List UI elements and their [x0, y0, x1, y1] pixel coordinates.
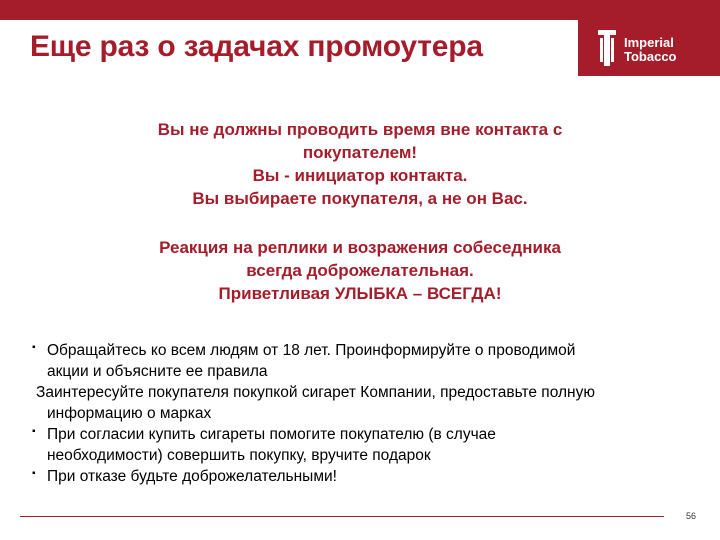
attitude-line: Приветливая УЛЫБКА – ВСЕГДА! [218, 284, 502, 303]
logo-text [624, 36, 677, 64]
list-item-text: информацию о марках [47, 405, 212, 422]
key-rule-line: Вы - инициатор контакта. [252, 166, 468, 185]
key-rule-line: Вы выбираете покупателя, а не он Вас. [192, 189, 528, 208]
logo-line2: Tobacco [624, 49, 677, 64]
list-item-text: Заинтересуйте покупателя покупкой сигарет Компании, предоставьте полную [36, 384, 595, 401]
page-title: Еще раз о задачах промоутера [30, 30, 483, 63]
bullet-icon: ▪ [32, 468, 36, 479]
key-rule-line: Вы не должны проводить время вне контакта с [157, 120, 563, 139]
list-item [30, 466, 700, 487]
logo-mark-icon [596, 28, 618, 68]
bullet-icon: ▪ [32, 342, 36, 353]
bullet-icon: ▪ [32, 426, 36, 437]
key-rules-block [60, 118, 660, 210]
list-item [30, 340, 700, 382]
logo-line1: Imperial [624, 35, 674, 50]
list-item-text: акции и объясните ее правила [47, 363, 268, 380]
attitude-line: Реакция на реплики и возражения собеседника [159, 238, 561, 257]
list-item-text: При согласии купить сигареты помогите покупателю (в случае [47, 426, 496, 443]
list-item-text: При отказе будьте доброжелательными! [47, 468, 337, 485]
page-number: 56 [686, 511, 697, 521]
list-item [30, 424, 700, 466]
footer-divider [20, 516, 664, 517]
instructions-list [30, 340, 700, 487]
list-item [30, 382, 700, 424]
list-item-text: необходимости) совершить покупку, вручите подарок [47, 447, 431, 464]
attitude-block [60, 236, 660, 305]
key-rule-line: покупателем! [302, 143, 418, 162]
list-item-text: Обращайтесь ко всем людям от 18 лет. Проинформируйте о проводимой [47, 342, 576, 359]
attitude-line: всегда доброжелательная. [246, 261, 474, 280]
